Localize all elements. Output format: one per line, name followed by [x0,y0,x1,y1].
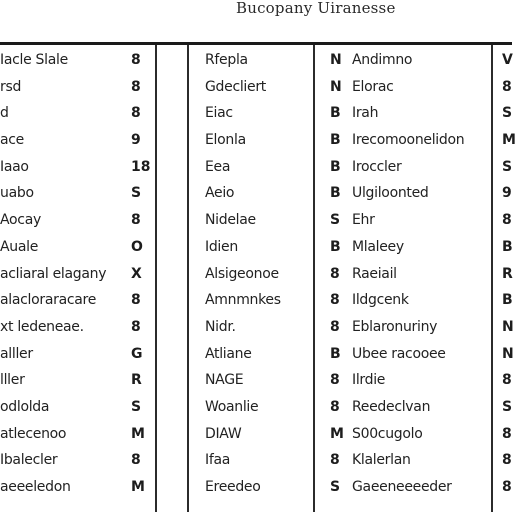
table-row [318,314,490,341]
table-row [0,100,155,127]
table-row [500,287,512,314]
table-row [0,207,155,234]
table-column-1 [0,47,155,512]
row-name: Raeiail [352,265,397,282]
table-row [500,127,516,154]
table-row [500,154,512,181]
row-name: Reedeclvan [352,398,431,415]
row-name: Irecomoonelidon [352,132,465,149]
row-name: Rfepla [205,52,248,68]
table-row [205,367,313,394]
row-code: M [131,425,145,442]
table-row [0,154,155,181]
table-row [318,100,490,127]
row-code: 8 [330,452,340,469]
table-row [318,234,490,261]
table-row [205,234,313,261]
row-code: 8 [330,318,340,335]
row-name: alller [0,345,33,362]
table-row [318,394,490,421]
row-code: N [502,318,514,335]
table-row [0,261,155,288]
row-name: aeeeledon [0,479,71,495]
table-row [0,341,155,368]
table-row [500,234,512,261]
row-code: B [330,185,341,202]
table-row [500,74,512,101]
row-code: S [330,212,341,229]
table-row [0,287,155,314]
row-name: atlecenoo [0,425,67,442]
row-code: S [131,398,142,415]
row-name: odlolda [0,398,50,415]
row-name: Ubee racooee [352,345,446,362]
table-row [205,127,313,154]
row-code: G [131,345,143,362]
row-code: 8 [330,292,340,309]
row-name: Alsigeonoe [205,265,279,282]
row-name: Ulgiloonted [352,185,429,202]
row-code: 8 [502,78,512,95]
row-name: Ehr [352,212,375,229]
row-name: uabo [0,185,34,202]
column-divider [155,45,157,512]
row-code: 9 [131,132,141,149]
table-column-4 [500,47,516,512]
row-code: R [502,265,513,282]
row-name: Elorac [352,78,394,95]
table-column-2 [205,47,313,512]
row-code: B [330,105,341,122]
table-row [205,74,313,101]
table-row [205,341,313,368]
row-code: S [330,479,341,495]
row-name: Aocay [0,212,41,229]
row-name: Aeio [205,185,235,202]
table-row [205,47,313,74]
table-row [318,180,490,207]
row-code: S [502,105,513,122]
row-name: Ilrdie [352,372,386,389]
row-code: N [330,78,342,95]
row-name: Ildgcenk [352,292,409,309]
header-rule [0,42,512,45]
row-name: Idien [205,238,238,255]
row-code: 8 [131,212,141,229]
row-code: 8 [131,105,141,122]
row-name: alacloraracare [0,292,97,309]
row-name: acliaral elagany [0,265,107,282]
row-name: ace [0,132,24,149]
row-code: B [330,345,341,362]
table-row [205,207,313,234]
column-divider [187,45,189,512]
table-row [318,261,490,288]
table-row [205,100,313,127]
table-row [500,47,512,74]
row-code: X [131,265,142,282]
row-code: V [502,52,513,68]
row-name: Atliane [205,345,252,362]
row-code: 8 [131,452,141,469]
row-code: 8 [502,452,512,469]
table-row [318,341,490,368]
row-name: Eea [205,158,231,175]
table-row [318,47,490,74]
table-row [318,421,490,448]
row-name: Eiac [205,105,233,122]
row-name: Gdecliert [205,78,266,95]
row-code: O [131,238,143,255]
row-code: 8 [131,52,141,68]
row-name: Iacle Slale [0,52,68,68]
table-row [0,234,155,261]
table-row [500,367,512,394]
table-row [0,394,155,421]
row-code: M [330,425,344,442]
row-code: S [131,185,142,202]
row-name: S00cugolo [352,425,423,442]
row-code: 8 [502,212,512,229]
table-column-3 [318,47,490,512]
table-row [318,207,490,234]
row-code: B [502,292,513,309]
table-row [500,394,512,421]
row-code: B [330,158,341,175]
row-name: xt ledeneae. [0,318,84,335]
row-code: B [330,132,341,149]
row-name: Irah [352,105,379,122]
row-code: 8 [330,372,340,389]
row-name: NAGE [205,372,244,389]
table-row [318,474,490,501]
table-row [500,341,512,368]
row-name: Mlaleey [352,238,404,255]
row-name: DIAW [205,425,242,442]
table-row [318,367,490,394]
table-row [318,74,490,101]
row-code: 8 [131,78,141,95]
table-row [318,447,490,474]
row-code: S [502,158,513,175]
table-row [0,47,155,74]
row-name: Elonla [205,132,246,149]
row-code: B [502,238,513,255]
row-code: N [502,345,514,362]
table-row [205,447,313,474]
table-row [500,207,512,234]
row-code: N [330,52,342,68]
row-name: Gaeeneeeeder [352,479,452,495]
table-row [205,474,313,501]
row-code: 8 [131,292,141,309]
row-code: B [330,238,341,255]
row-name: Nidelae [205,212,256,229]
table-row [318,287,490,314]
table-row [0,74,155,101]
table-row [500,314,512,341]
row-name: Klalerlan [352,452,411,469]
row-name: Woanlie [205,398,259,415]
row-name: rsd [0,78,22,95]
row-code: 8 [330,265,340,282]
table-row [500,261,512,288]
column-divider [313,45,315,512]
row-name: Ibalecler [0,452,58,469]
row-code: 8 [502,479,512,495]
table-row [0,127,155,154]
column-divider [491,45,493,512]
row-name: Nidr. [205,318,236,335]
row-code: 8 [502,425,512,442]
table-row [500,421,512,448]
table-row [0,367,155,394]
table-row [500,474,512,501]
document-title: Bucopany Uiranesse [236,0,396,17]
row-name: d [0,105,9,122]
table-row [205,154,313,181]
row-name: lller [0,372,25,389]
row-name: Auale [0,238,39,255]
table-row [0,180,155,207]
table-row [318,154,490,181]
table-row [0,474,155,501]
row-code: R [131,372,142,389]
table-row [205,421,313,448]
row-code: 18 [131,158,151,175]
row-name: Eblaronuriny [352,318,438,335]
row-name: Ereedeo [205,479,261,495]
row-code: 8 [131,318,141,335]
table-row [500,180,512,207]
table-row [500,447,512,474]
row-code: M [131,479,145,495]
row-name: Amnmnkes [205,292,281,309]
row-name: Iaao [0,158,29,175]
row-code: S [502,398,513,415]
table-row [205,394,313,421]
row-name: Iroccler [352,158,402,175]
row-code: 8 [330,398,340,415]
table-row [205,314,313,341]
row-name: Andimno [352,52,413,68]
table-row [500,100,512,127]
row-code: M [502,132,516,149]
table-row [318,127,490,154]
row-code: 9 [502,185,512,202]
table-row [205,287,313,314]
table-row [0,421,155,448]
table-row [205,180,313,207]
row-code: 8 [502,372,512,389]
row-name: Ifaa [205,452,231,469]
table-row [0,314,155,341]
table-row [0,447,155,474]
table-row [205,261,313,288]
